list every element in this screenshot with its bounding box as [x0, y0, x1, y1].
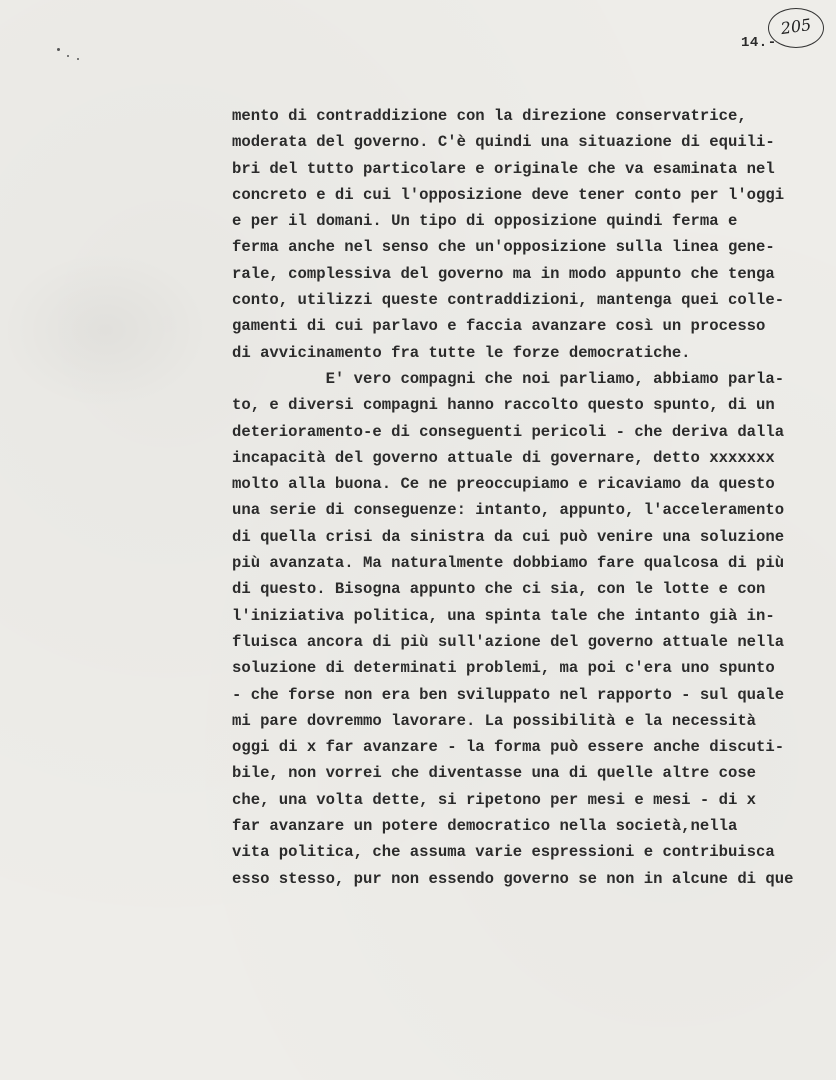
text-line: moderata del governo. C'è quindi una situazione di equili- [232, 133, 775, 152]
margin-shadow [0, 250, 210, 410]
text-line: e per il domani. Un tipo di opposizione quindi ferma e [232, 212, 738, 231]
text-line: molto alla buona. Ce ne preoccupiamo e ricaviamo da questo [232, 475, 775, 494]
ink-speck [77, 58, 79, 60]
archive-number-stamp [768, 8, 824, 48]
text-line: fluisca ancora di più sull'azione del governo attuale nella [232, 632, 785, 651]
text-line: vita politica, che assuma varie espressioni e contribuisca [232, 843, 775, 862]
text-line: incapacità del governo attuale di governare, detto xxxxxxx [232, 448, 775, 467]
text-line: più avanzata. Ma naturalmente dobbiamo fare qualcosa di più [232, 554, 785, 573]
text-line: to, e diversi compagni hanno raccolto questo spunto, di un [232, 396, 775, 415]
text-line: che, una volta dette, si ripetono per mesi e mesi - di x [232, 790, 757, 809]
text-line: - che forse non era ben sviluppato nel rapporto - sul quale [232, 685, 785, 704]
text-line: di quella crisi da sinistra da cui può venire una soluzione [232, 527, 785, 546]
text-line: l'iniziativa politica, una spinta tale che intanto già in- [232, 606, 775, 625]
ink-speck [57, 48, 60, 51]
text-line: conto, utilizzi queste contraddizioni, mantenga quei colle- [232, 291, 785, 310]
text-line: oggi di x far avanzare - la forma può essere anche discuti- [232, 738, 785, 757]
text-line: ferma anche nel senso che un'opposizione sulla linea gene- [232, 238, 775, 257]
text-line: mento di contraddizione con la direzione conservatrice, [232, 107, 747, 125]
typewritten-body [232, 103, 832, 892]
page-number: 14.- [741, 35, 777, 51]
text-line: esso stesso, pur non essendo governo se non in alcune di que [232, 869, 794, 888]
text-line: deterioramento-e di conseguenti pericoli - che deriva dalla [232, 422, 785, 441]
text-line: concreto e di cui l'opposizione deve tener conto per l'oggi [232, 185, 785, 204]
text-line: gamenti di cui parlavo e faccia avanzare così un processo [232, 317, 766, 336]
text-line: rale, complessiva del governo ma in modo appunto che tenga [232, 264, 775, 283]
text-line: bile, non vorrei che diventasse una di quelle altre cose [232, 764, 757, 783]
text-line: di questo. Bisogna appunto che ci sia, con le lotte e con [232, 580, 766, 599]
archive-number: 205 [779, 14, 813, 39]
text-line: mi pare dovremmo lavorare. La possibilità e la necessità [232, 711, 757, 730]
text-line: far avanzare un potere democratico nella società,nella [232, 817, 738, 836]
text-line: bri del tutto particolare e originale che va esaminata nel [232, 159, 775, 178]
text-line: una serie di conseguenze: intanto, appunto, l'acceleramento [232, 501, 785, 520]
text-line: soluzione di determinati problemi, ma poi c'era uno spunto [232, 659, 775, 678]
text-line: di avvicinamento fra tutte le forze democratiche. [232, 343, 691, 362]
ink-speck [67, 55, 69, 57]
text-line: E' vero compagni che noi parliamo, abbiamo parla- [232, 369, 785, 388]
